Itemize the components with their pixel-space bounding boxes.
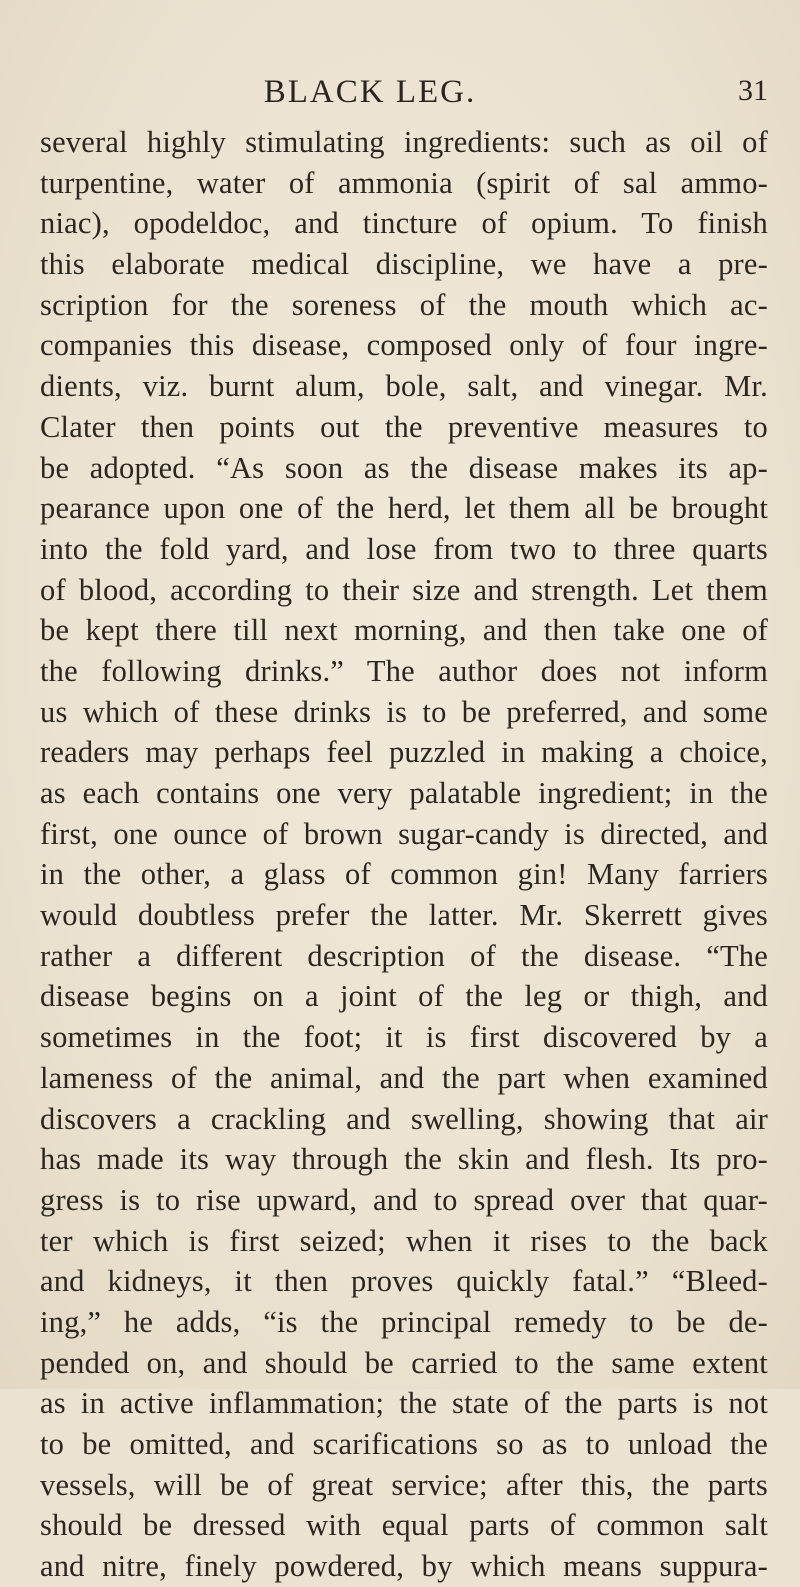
chapter-title: BLACK LEG. [263,74,477,110]
text-line: rather a different description of the disease. “The [40,938,768,973]
text-line: be adopted. “As soon as the disease makes its ap- [40,450,768,485]
text-line: turpentine, water of ammonia (spirit of sal ammo- [40,165,768,200]
text-line: as each contains one very palatable ingredient; in the [40,776,768,810]
text-line: scription for the soreness of the mouth which ac- [40,287,768,322]
text-line: and nitre, finely powdered, by which means suppura- [40,1549,768,1584]
text-line: and kidneys, it then proves quickly fatal.” “Bleed- [40,1264,768,1299]
text-line: the following drinks.” The author does not inform [40,653,768,688]
text-line: gress is to rise upward, and to spread over that quar- [40,1182,768,1217]
text-line: be kept there till next morning, and then take one of [40,613,768,648]
text-line: first, one ounce of brown sugar-candy is directed, and [40,816,768,851]
running-head [0,74,800,118]
text-line: companies this disease, composed only of four ingre- [40,328,768,363]
text-line: lameness of the animal, and the part when examined [40,1060,768,1095]
text-line: in the other, a glass of common gin! Many farriers [40,857,768,892]
text-line: as in active inflammation; the state of the parts is not [40,1386,768,1421]
text-line: readers may perhaps feel puzzled in making a choice, [40,735,768,770]
text-line: discovers a crackling and swelling, showing that air [40,1101,768,1136]
text-line: ing,” he adds, “is the principal remedy to be de- [40,1304,768,1339]
text-line: pended on, and should be carried to the same extent [40,1345,768,1380]
text-line: several highly stimulating ingredients: such as oil of [40,125,768,159]
text-line: vessels, will be of great service; after this, the parts [40,1467,768,1502]
text-line: dients, viz. burnt alum, bole, salt, and vinegar. Mr. [40,369,768,404]
text-line: niac), opodeldoc, and tincture of opium. To finish [40,206,768,241]
text-line: disease begins on a joint of the leg or thigh, and [40,979,768,1014]
text-line: to be omitted, and scarifications so as to unload the [40,1427,768,1461]
text-line: would doubtless prefer the latter. Mr. Skerrett gives [40,898,768,933]
text-line: ter which is first seized; when it rises to the back [40,1223,768,1258]
text-line: has made its way through the skin and flesh. Its pro- [40,1142,768,1177]
text-line: should be dressed with equal parts of common salt [40,1508,768,1543]
text-line: pearance upon one of the herd, let them all be brought [40,491,768,526]
text-line: of blood, according to their size and strength. Let them [40,572,768,607]
page-number: 31 [738,74,768,107]
text-line: us which of these drinks is to be preferred, and some [40,694,768,729]
text-line: this elaborate medical discipline, we have a pre- [40,247,768,282]
text-line: sometimes in the foot; it is first discovered by a [40,1020,768,1055]
body-text [40,122,768,1587]
text-line: Clater then points out the preventive measures to [40,409,768,444]
text-line: into the fold yard, and lose from two to three quarts [40,531,768,566]
